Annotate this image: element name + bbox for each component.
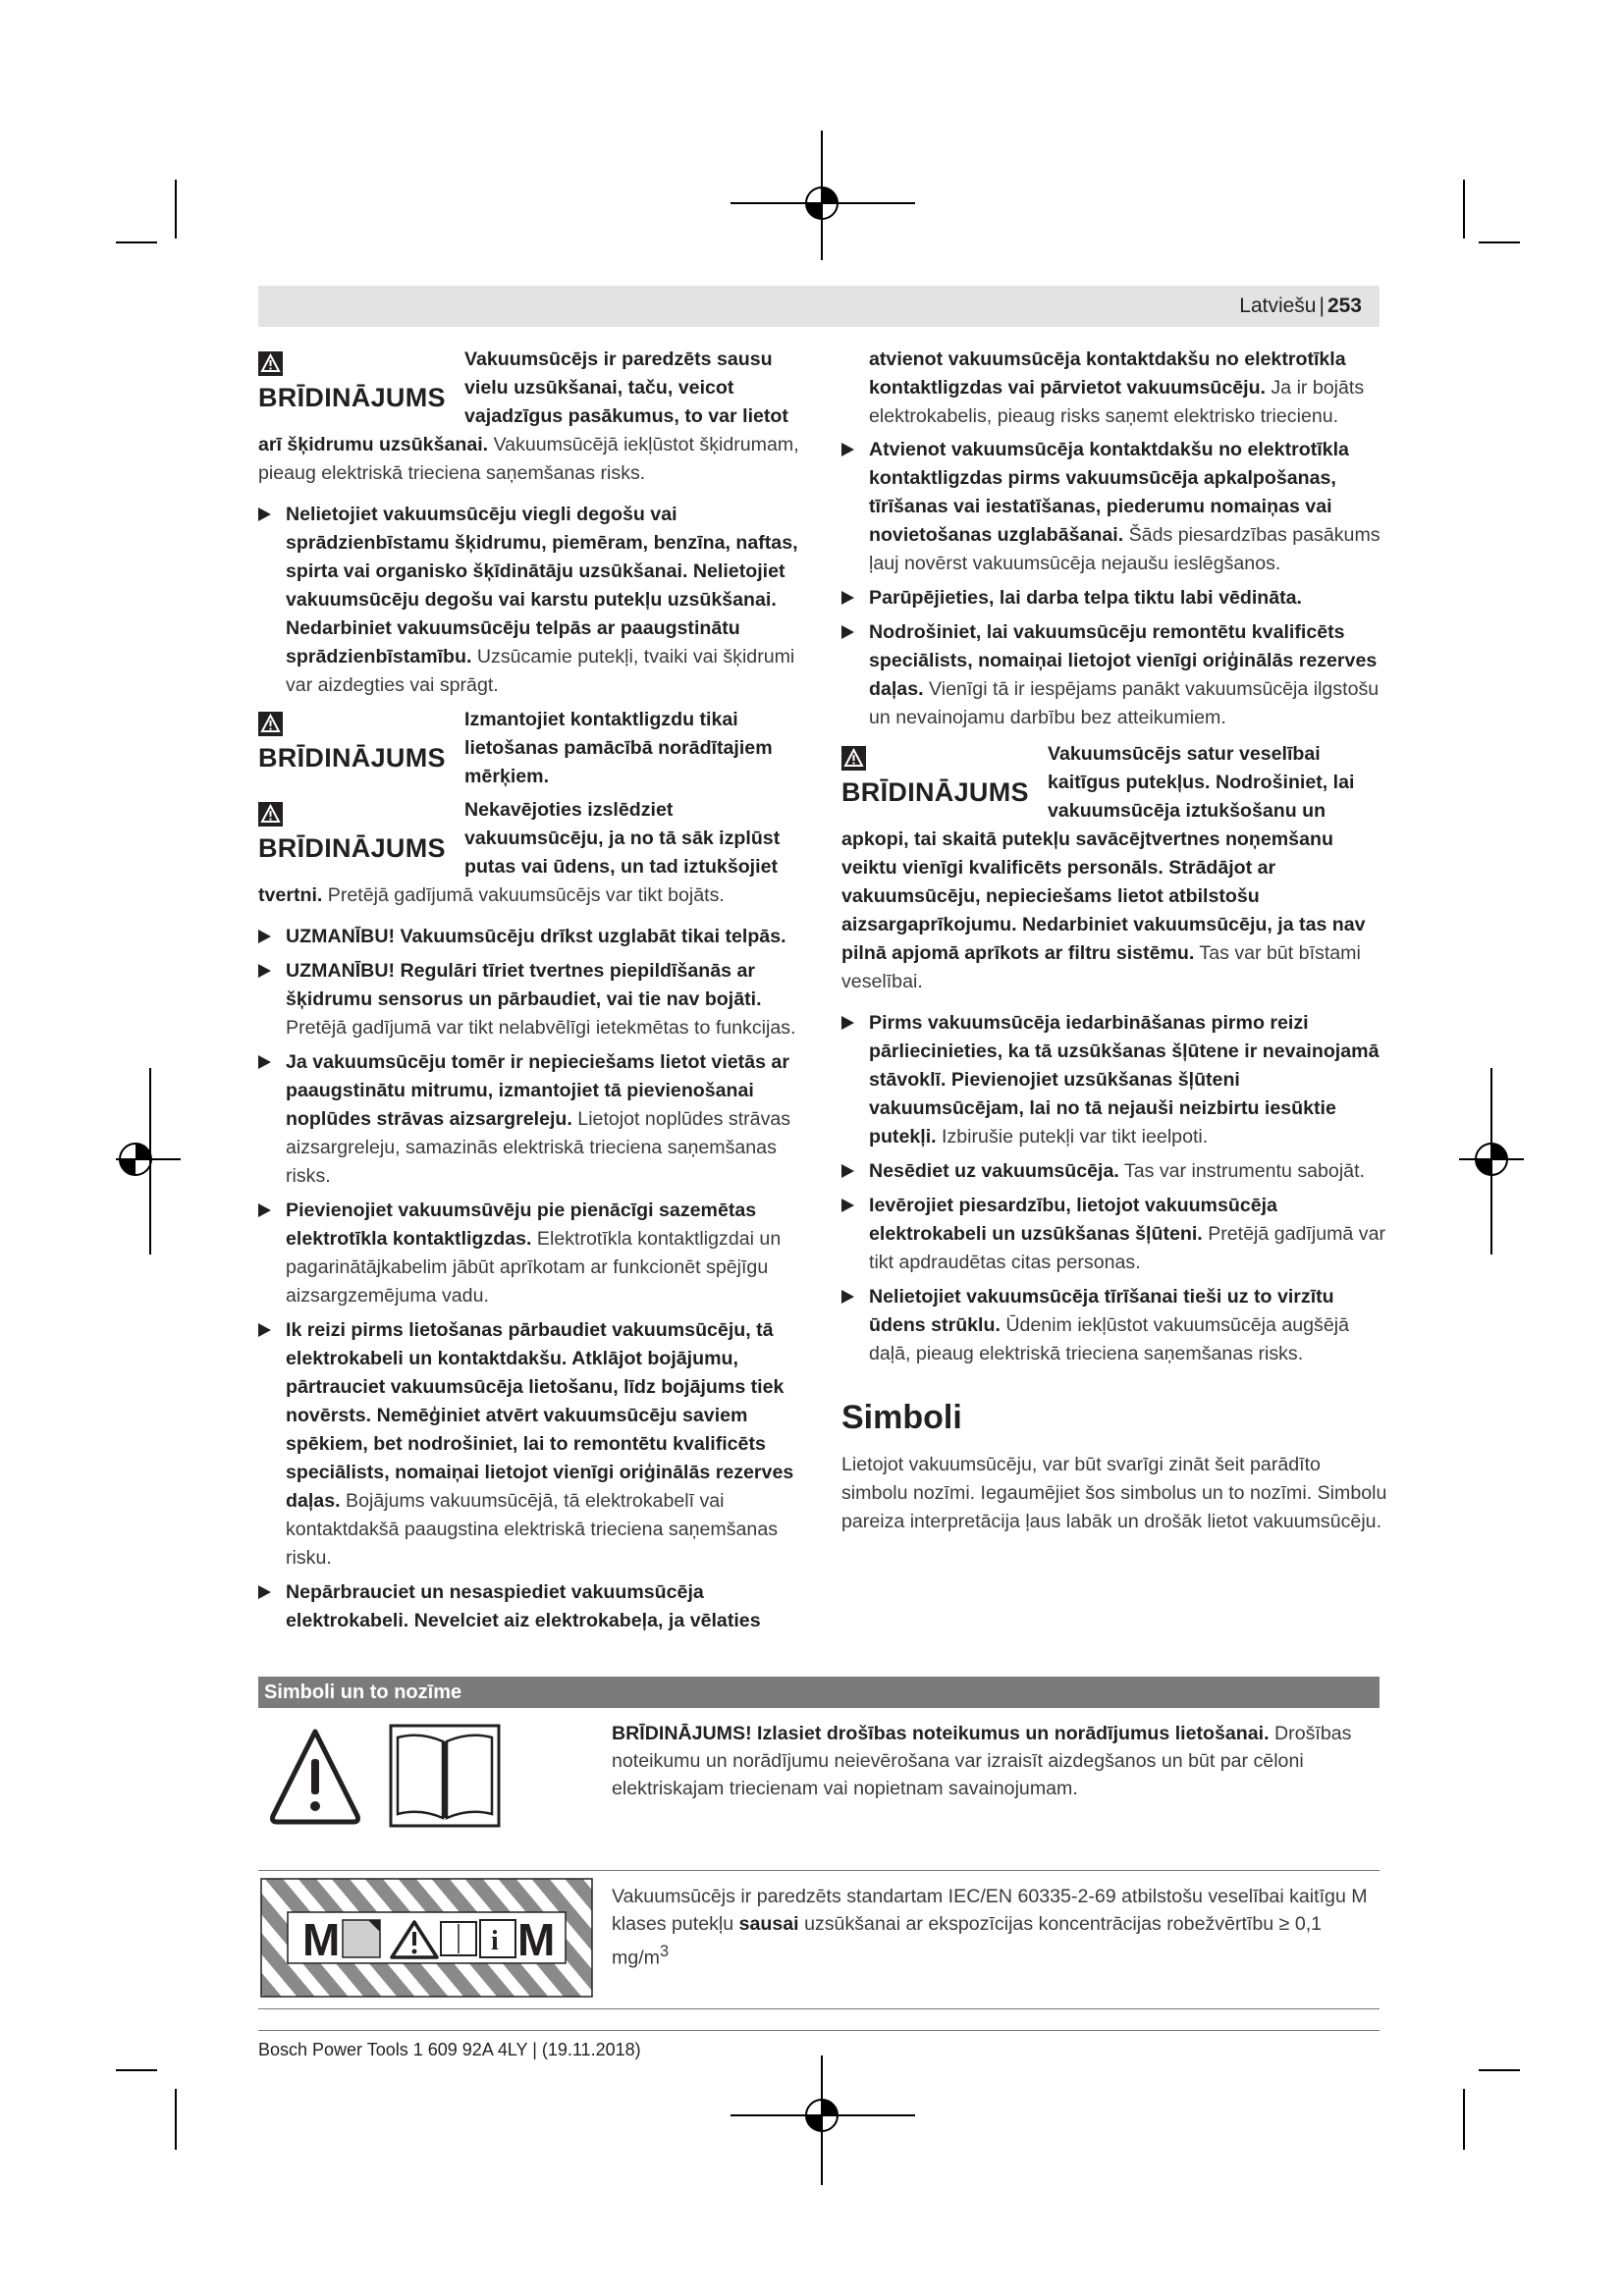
bullet-text-normal: Pretējā gadījumā var tikt apdraudētas citas personas. xyxy=(869,1223,1385,1273)
bullet-text-bold: Ja vakuumsūcēju tomēr ir nepieciešams lietot vietās ar paaugstinātu mitrumu, izmantojiet tā pievienošanai noplūdes strāvas aizsargreleju. xyxy=(286,1051,789,1130)
bullet-text-bold: Atvienot vakuumsūcēja kontaktdakšu no elektrotīkla kontaktligzdas pirms vakuumsūcēja apkalpošanas, tīrīšanas vai iestatīšanas, piederumu nomaiņas vai novietošanas uzglabāšanai. xyxy=(869,439,1349,546)
continued-text xyxy=(841,346,1389,431)
warning-word: BRĪDINĀJUMS xyxy=(258,383,446,412)
crop-mark xyxy=(1479,241,1520,243)
bullet-text-bold: Ik reizi pirms lietošanas pārbaudiet vakuumsūcēju, tā elektrokabeli un kontaktdakšu. Atklājot bojājumu, pārtrauciet vakuumsūcēja lietošanu, līdz bojājums tiek novērsts. Nemēģiniet atvērt vakuumsūcēju saviem spēkiem, bet nodrošiniet, lai to remontētu kvalificēts speciālists, nomaiņai lietojot vienīgi oriģinālās rezerves daļas. xyxy=(286,1319,794,1512)
bullet-arrow-icon xyxy=(258,930,271,943)
warning-text-normal: Vakuumsūcējā iekļūstot šķidrumam, pieaug elektriskā trieciena saņemšanas risks. xyxy=(258,434,799,484)
warning-word: BRĪDINĀJUMS xyxy=(258,833,446,863)
header-separator: | xyxy=(1319,294,1325,317)
warning-word: BRĪDINĀJUMS xyxy=(841,777,1029,807)
section-title: Simboli xyxy=(841,1399,962,1436)
registration-mark-icon xyxy=(802,184,841,223)
bullet-item xyxy=(258,957,806,1042)
symbol-description xyxy=(612,1720,1378,1802)
registration-mark-icon xyxy=(802,2096,841,2135)
warning-block xyxy=(258,706,806,796)
symbol-description-normal: uzsūkšanai ar ekspozīcijas koncentrācijas robežvērtību ≥ 0,1 mg/m xyxy=(612,1913,1323,1969)
bullet-text-bold: Nepārbrauciet un nesaspiediet vakuumsūcēja elektrokabeli. Nevelciet aiz elektrokabeļa, ja vēlaties xyxy=(286,1581,761,1631)
table-row xyxy=(258,1708,1380,1871)
registration-mark-icon xyxy=(1472,1140,1511,1179)
bullet-item xyxy=(841,1009,1389,1151)
bullet-text-bold: Pirms vakuumsūcēja iedarbināšanas pirmo reizi pārliecinieties, ka tā uzsūkšanas šļūtene ir nevainojamā stāvoklī. Pievienojiet uzsūkšanas šļūteni vakuumsūcējam, lai no tā nejauši neizbirtu iesūktie putekļi. xyxy=(869,1012,1380,1148)
warning-and-manual-icon xyxy=(258,1708,597,1870)
section-body: Lietojot vakuumsūcēju, var būt svarīgi zināt šeit parādīto simbolu nozīmi. Iegaumējiet šos simbolus un to nozīmi. Simbolu pareiza interpretācija ļaus labāk un drošāk lietot vakuumsūcēju. xyxy=(841,1454,1387,1532)
bullet-text-bold: Nesēdiet uz vakuumsūcēja. xyxy=(869,1160,1119,1182)
page-header xyxy=(258,286,1380,327)
bullet-item xyxy=(841,618,1389,732)
bullet-item xyxy=(841,1192,1389,1277)
bullet-arrow-icon xyxy=(258,1323,271,1337)
symbol-description-bold: BRĪDINĀJUMS! Izlasiet drošības noteikumus un norādījumus lietošanai. xyxy=(612,1723,1270,1744)
bullet-text-normal: Lietojot noplūdes strāvas aizsargreleju, samazinās elektriskā trieciena saņemšanas risks. xyxy=(286,1108,791,1187)
symbol-description xyxy=(612,1883,1378,1972)
right-column xyxy=(841,346,1389,1541)
table-header: Simboli un to nozīme xyxy=(258,1677,1380,1708)
bullet-text-bold: UZMANĪBU! Vakuumsūcēju drīkst uzglabāt tikai telpās. xyxy=(286,926,786,947)
continued-text-normal: Ja ir bojāts elektrokabelis, pieaug risks saņemt elektrisko triecienu. xyxy=(869,377,1365,427)
bullet-text-bold: Nelietojiet vakuumsūcēja tīrīšanai tieši uz to virzītu ūdens strūklu. xyxy=(869,1286,1334,1336)
bullet-text-normal: Bojājums vakuumsūcējā, tā elektrokabelī vai kontaktdakšā paaugstina elektriskā trieciena saņemšanas risku. xyxy=(286,1490,779,1569)
crop-mark xyxy=(116,2069,157,2071)
page-footer xyxy=(258,2030,1380,2062)
warning-block xyxy=(841,740,1389,1001)
warning-block xyxy=(258,346,806,493)
bullet-arrow-icon xyxy=(258,1055,271,1069)
continued-text-bold: atvienot vakuumsūcēja kontaktdakšu no elektrotīkla kontaktligzdas vai pārvietot vakuumsūcēju. xyxy=(869,348,1346,399)
table-row xyxy=(258,1871,1380,2009)
bullet-item xyxy=(258,1578,806,1635)
bullet-text-normal: Vienīgi tā ir iespējams panākt vakuumsūcēja ilgstošu un nevainojamu darbību bez atteikumiem. xyxy=(869,678,1380,728)
crop-mark xyxy=(1479,2069,1520,2071)
badge-letter-right: M xyxy=(517,1914,556,1965)
warning-header xyxy=(258,706,464,788)
bullet-arrow-icon xyxy=(841,591,854,605)
page-number: 253 xyxy=(1326,294,1362,317)
bullet-item xyxy=(841,1283,1389,1368)
bullet-arrow-icon xyxy=(258,1203,271,1217)
bullet-item xyxy=(258,923,806,951)
bullet-text-normal: Elektrotīkla kontaktligzdai un pagarinātājkabelim jābūt aprīkotam ar funkcionēt spējīgu aizsargzemējuma vadu. xyxy=(286,1228,782,1307)
bullet-text-bold: Nelietojiet vakuumsūcēju viegli degošu vai sprādzienbīstamu šķidrumu, piemēram, benzīna, naftas, spirta vai organisko šķīdinātāju uzsūkšanai. Nelietojiet vakuumsūcēju degošu vai karstu putekļu uzsūkšanai. Nedarbiniet vakuumsūcēju telpās ar paaugstinātu sprādzienbīstamību. xyxy=(286,504,798,667)
bullet-text-bold: Nodrošiniet, lai vakuumsūcēju remontētu kvalificēts speciālists, nomaiņai lietojot vienīgi oriģinālās rezerves daļas. xyxy=(869,621,1378,700)
symbols-table xyxy=(258,1677,1380,2009)
bullet-text-normal: Uzsūcamie putekļi, tvaiki vai šķidrumi var aizdegties vai sprāgt. xyxy=(286,646,795,696)
bullet-text-bold: UZMANĪBU! Regulāri tīriet tvertnes piepildīšanās ar šķidrumu sensorus un pārbaudiet, vai tie nav bojāti. xyxy=(286,960,762,1010)
warning-header xyxy=(841,740,1048,823)
dust-class-m-badge-icon xyxy=(258,1871,597,2008)
crop-mark xyxy=(1463,180,1465,239)
bullet-item xyxy=(258,1197,806,1310)
bullet-arrow-icon xyxy=(258,507,271,521)
bullet-arrow-icon xyxy=(258,964,271,978)
warning-header xyxy=(258,346,464,428)
bullet-item xyxy=(841,436,1389,578)
bullet-arrow-icon xyxy=(841,1199,854,1212)
warning-triangle-icon xyxy=(258,351,283,376)
registration-mark-icon xyxy=(116,1140,155,1179)
crop-mark xyxy=(1463,2089,1465,2150)
symbol-description-normal: Drošības noteikumu un norādījumu neievērošana var izraisīt aizdegšanos un būt par cēloni elektriskajam triecienam vai nopietnam savainojumam. xyxy=(612,1723,1352,1799)
bullet-text-normal: Ūdenim iekļūstot vakuumsūcēja augšējā daļā, pieaug elektriskā trieciena saņemšanas risks. xyxy=(869,1314,1349,1364)
bullet-arrow-icon xyxy=(258,1585,271,1599)
warning-text-bold: Izmantojiet kontaktligzdu tikai lietošanas pamācībā norādītajiem mērķiem. xyxy=(464,709,773,787)
warning-word: BRĪDINĀJUMS xyxy=(258,743,446,773)
symbol-description-bold: sausai xyxy=(738,1913,799,1935)
bullet-item xyxy=(841,584,1389,613)
warning-triangle-icon xyxy=(841,746,866,771)
warning-text-bold: Nekavējoties izslēdziet vakuumsūcēju, ja no tā sāk izplūst putas vai ūdens, un tad iztukšojiet tvertni. xyxy=(258,799,781,906)
bullet-text-normal: Pretējā gadījumā var tikt nelabvēlīgi ietekmētas to funkcijas. xyxy=(286,1017,796,1039)
crop-mark xyxy=(175,180,177,239)
bullet-arrow-icon xyxy=(841,1164,854,1178)
warning-text-bold: Vakuumsūcējs ir paredzēts sausu vielu uzsūkšanai, taču, veicot vajadzīgus pasākumus, to var lietot arī šķidrumu uzsūkšanai. xyxy=(258,348,788,455)
bullet-arrow-icon xyxy=(841,1016,854,1030)
bullet-text-normal: Tas var instrumentu sabojāt. xyxy=(1118,1160,1365,1182)
bullet-item xyxy=(258,1048,806,1191)
bullet-arrow-icon xyxy=(841,443,854,456)
warning-block xyxy=(258,796,806,915)
symbol-cell xyxy=(258,1708,597,1870)
warning-triangle-icon xyxy=(258,802,283,827)
badge-letter-left: M xyxy=(302,1914,341,1965)
footer-text: Bosch Power Tools 1 609 92A 4LY | (19.11.2018) xyxy=(258,2040,641,2059)
header-text xyxy=(1239,294,1362,319)
header-language: Latviešu xyxy=(1239,294,1317,317)
warning-text-normal: Pretējā gadījumā vakuumsūcējs var tikt bojāts. xyxy=(322,884,725,906)
left-column xyxy=(258,346,806,1641)
warning-triangle-icon xyxy=(258,712,283,736)
warning-text-bold: Vakuumsūcējs satur veselībai kaitīgus putekļus. Nodrošiniet, lai vakuumsūcēja iztukšošanu un apkopi, tai skaitā putekļu savācējtvertnes noņemšanu veiktu vienīgi kvalificēts personāls. Strādājot ar vakuumsūcēju, nepieciešams lietot atbilstošu aizsargaprīkojumu. Nedarbiniet vakuumsūcēju, ja tas nav pilnā apjomā aprīkots ar filtru sistēmu. xyxy=(841,743,1366,964)
bullet-text-bold: Parūpējieties, lai darba telpa tiktu labi vēdināta. xyxy=(869,587,1303,609)
crop-mark xyxy=(116,241,157,243)
bullet-text-bold: Ievērojiet piesardzību, lietojot vakuumsūcēja elektrokabeli un uzsūkšanas šļūteni. xyxy=(869,1195,1277,1245)
bullet-arrow-icon xyxy=(841,625,854,639)
symbol-cell xyxy=(258,1871,597,2008)
warning-text-normal: Tas var būt bīstami veselībai. xyxy=(841,942,1361,992)
bullet-item xyxy=(258,501,806,700)
bullet-text-normal: Izbirušie putekļi var tikt ieelpoti. xyxy=(936,1126,1209,1148)
bullet-item xyxy=(841,1157,1389,1186)
warning-header xyxy=(258,796,464,879)
superscript: 3 xyxy=(659,1943,670,1960)
symbol-description-normal: Vakuumsūcējs ir paredzēts standartam IEC/EN 60335-2-69 atbilstošu veselībai kaitīgu M klases putekļu xyxy=(612,1886,1368,1935)
bullet-text-bold: Pievienojiet vakuumsūvēju pie pienācīgi sazemētas elektrotīkla kontaktligzdas. xyxy=(286,1200,757,1250)
info-letter: i xyxy=(491,1926,499,1956)
bullet-item xyxy=(258,1316,806,1573)
bullet-arrow-icon xyxy=(841,1290,854,1304)
bullet-text-normal: Šāds piesardzības pasākums ļauj novērst vakuumsūcēja nejaušu ieslēgšanos. xyxy=(869,524,1380,574)
crop-mark xyxy=(175,2089,177,2150)
